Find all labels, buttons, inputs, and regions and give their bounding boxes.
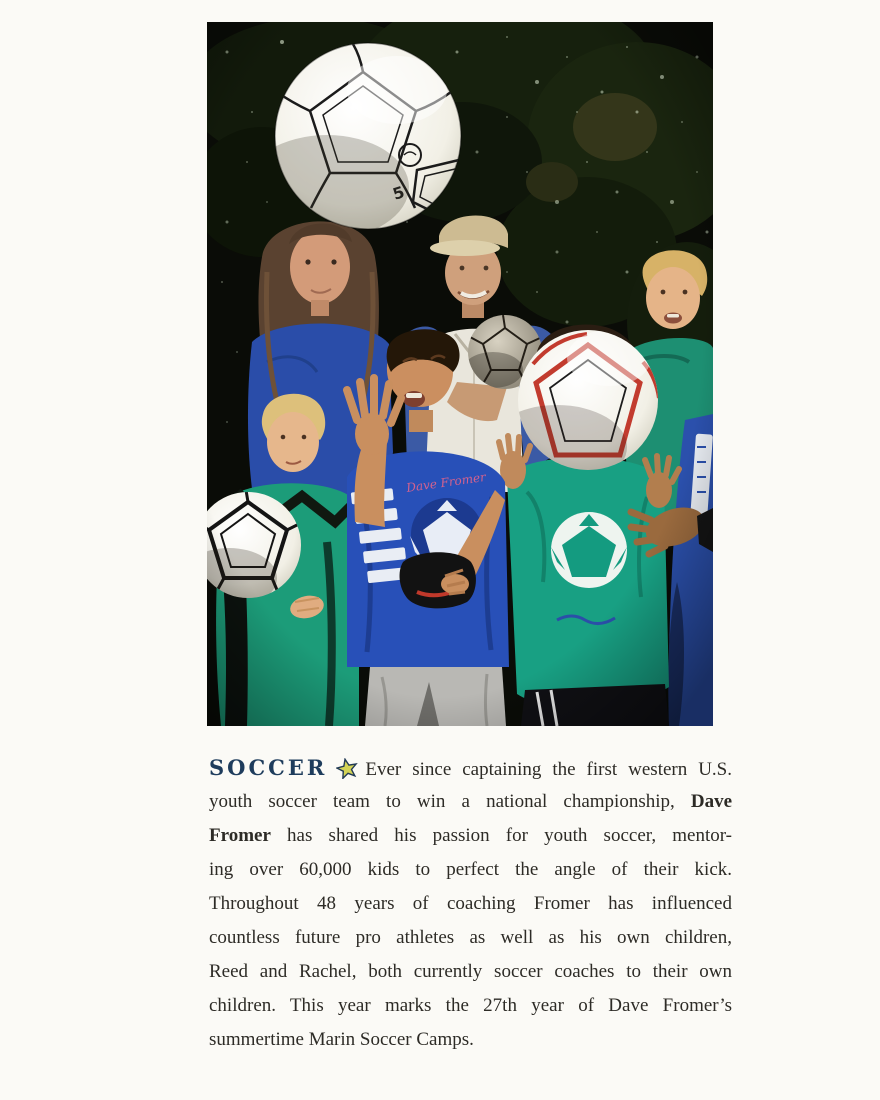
article-text [209,751,732,1057]
text-line: youth soccer team to win a national championship, Dave [209,791,732,812]
text-line: summertime Marin Soccer Camps. [209,1029,474,1050]
star-icon [336,753,358,787]
vignette-overlay [207,22,713,726]
section-heading: SOCCER [209,755,328,780]
first-line-text: Ever since captaining the first western U.S. [365,759,732,780]
text-line: children. This year marks the 27th year of Dave Fromer’s [209,995,732,1016]
text-line: Reed and Rachel, both currently soccer coaches to their own [209,961,732,982]
text-line: countless future pro athletes as well as his own children, [209,927,732,948]
paragraph-lines [209,785,732,1057]
photo-figure [207,22,713,726]
text-line: Throughout 48 years of coaching Fromer has influenced [209,893,732,914]
text-line [209,751,732,785]
text-line: ing over 60,000 kids to perfect the angle of their kick. [209,859,732,880]
text-line: Fromer has shared his passion for youth soccer, mentor- [209,825,732,846]
photo-illustration [207,22,713,726]
